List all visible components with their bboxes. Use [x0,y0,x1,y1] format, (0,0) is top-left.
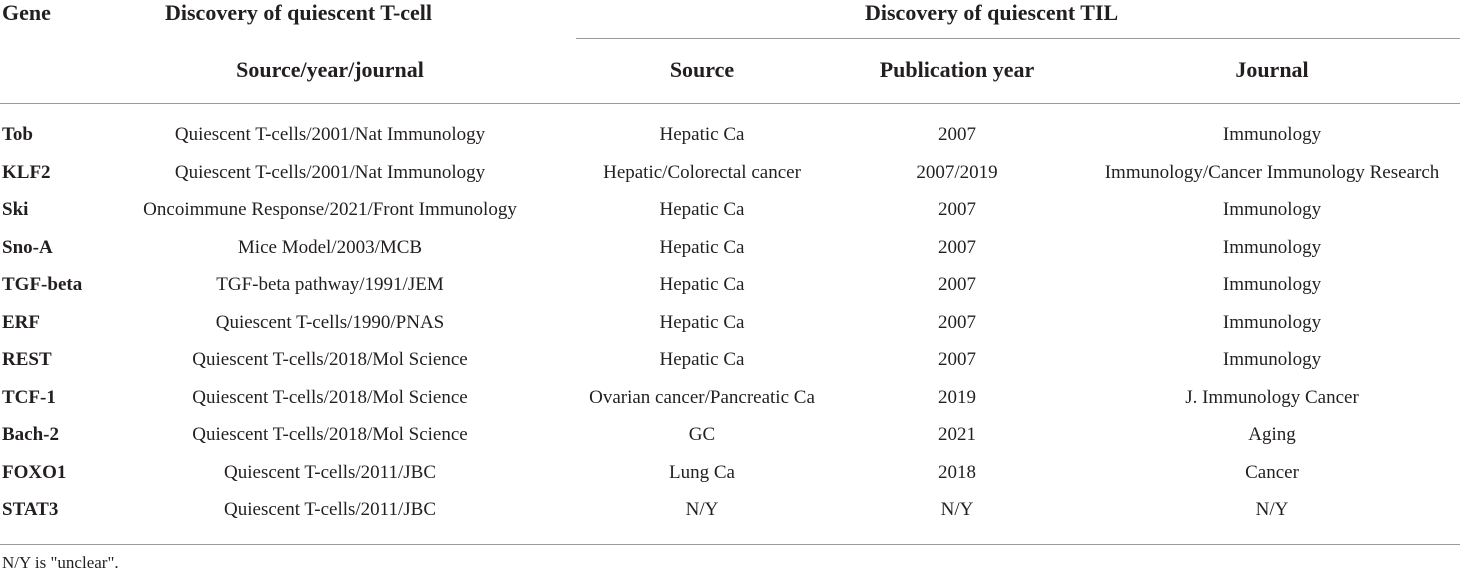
cell-publication-year: 2021 [938,424,976,445]
cell-journal: Aging [1248,424,1296,445]
cell-til-source: Lung Ca [669,462,735,483]
cell-tcell-source: Quiescent T-cells/2018/Mol Science [192,349,468,370]
cell-til-source: Hepatic Ca [659,312,745,333]
cell-publication-year: 2007 [938,124,976,145]
cell-journal: Immunology [1222,349,1322,370]
cell-publication-year: N/Y [940,499,974,520]
cell-tcell-source: Oncoimmune Response/2021/Front Immunology [143,199,517,220]
subheader-publication-year: Publication year [879,57,1035,82]
cell-publication-year: 2007 [938,274,976,295]
cell-tcell-source: Quiescent T-cells/2011/JBC [224,462,436,483]
table-bottom-rule [0,544,1460,545]
table-row [0,455,1460,492]
cell-tcell-source: Quiescent T-cells/2018/Mol Science [192,424,468,445]
cell-tcell-source: Quiescent T-cells/2001/Nat Immunology [174,124,486,145]
cell-journal: Cancer [1245,462,1299,483]
table-row [0,342,1460,379]
header-divider [0,103,1460,104]
subheader-source-year-journal: Source/year/journal [236,57,424,82]
table-row [0,192,1460,229]
table-row [0,230,1460,267]
cell-publication-year: 2007 [938,199,976,220]
table-row [0,492,1460,529]
cell-gene: FOXO1 [2,462,67,483]
cell-tcell-source: Quiescent T-cells/2011/JBC [224,499,436,520]
cell-journal: Immunology [1222,199,1322,220]
cell-journal: N/Y [1255,499,1289,520]
table-row [0,117,1460,154]
cell-gene: Sno-A [2,237,53,258]
cell-gene: Tob [2,124,33,145]
header-discovery-tcell: Discovery of quiescent T-cell [165,0,433,25]
cell-journal: Immunology/Cancer Immunology Research [1104,162,1440,183]
cell-gene: TGF-beta [2,274,83,295]
cell-til-source: N/Y [685,499,719,520]
cell-publication-year: 2007 [938,312,976,333]
cell-til-source: Hepatic Ca [659,124,745,145]
cell-journal: Immunology [1222,124,1322,145]
cell-gene: ERF [2,312,40,333]
cell-tcell-source: Quiescent T-cells/2001/Nat Immunology [174,162,486,183]
cell-gene: TCF-1 [2,387,56,408]
header-group-divider [576,38,1460,39]
cell-til-source: Hepatic Ca [659,237,745,258]
cell-journal: Immunology [1222,312,1322,333]
table-row [0,305,1460,342]
header-gene: Gene [2,0,51,25]
table-row [0,155,1460,192]
table-row [0,267,1460,304]
cell-tcell-source: TGF-beta pathway/1991/JEM [216,274,444,295]
cell-til-source: Ovarian cancer/Pancreatic Ca [589,387,815,408]
cell-tcell-source: Quiescent T-cells/2018/Mol Science [192,387,468,408]
cell-til-source: Hepatic/Colorectal cancer [603,162,801,183]
cell-gene: Bach-2 [2,424,59,445]
cell-tcell-source: Quiescent T-cells/1990/PNAS [215,312,445,333]
table-row [0,417,1460,454]
cell-til-source: Hepatic Ca [659,349,745,370]
cell-gene: KLF2 [2,162,51,183]
cell-journal: J. Immunology Cancer [1185,387,1359,408]
cell-til-source: GC [688,424,716,445]
cell-publication-year: 2007/2019 [916,162,998,183]
header-discovery-til: Discovery of quiescent TIL [865,0,1119,25]
cell-journal: Immunology [1222,237,1322,258]
table-footnote: N/Y is "unclear". [2,553,119,572]
cell-journal: Immunology [1222,274,1322,295]
cell-publication-year: 2007 [938,237,976,258]
cell-til-source: Hepatic Ca [659,199,745,220]
cell-til-source: Hepatic Ca [659,274,745,295]
cell-tcell-source: Mice Model/2003/MCB [237,237,423,258]
cell-gene: REST [2,349,52,370]
cell-publication-year: 2007 [938,349,976,370]
cell-gene: Ski [2,199,29,220]
table-row [0,380,1460,417]
cell-publication-year: 2018 [938,462,976,483]
cell-publication-year: 2019 [938,387,976,408]
subheader-source: Source [669,57,735,82]
subheader-journal: Journal [1235,57,1309,82]
cell-gene: STAT3 [2,499,59,520]
